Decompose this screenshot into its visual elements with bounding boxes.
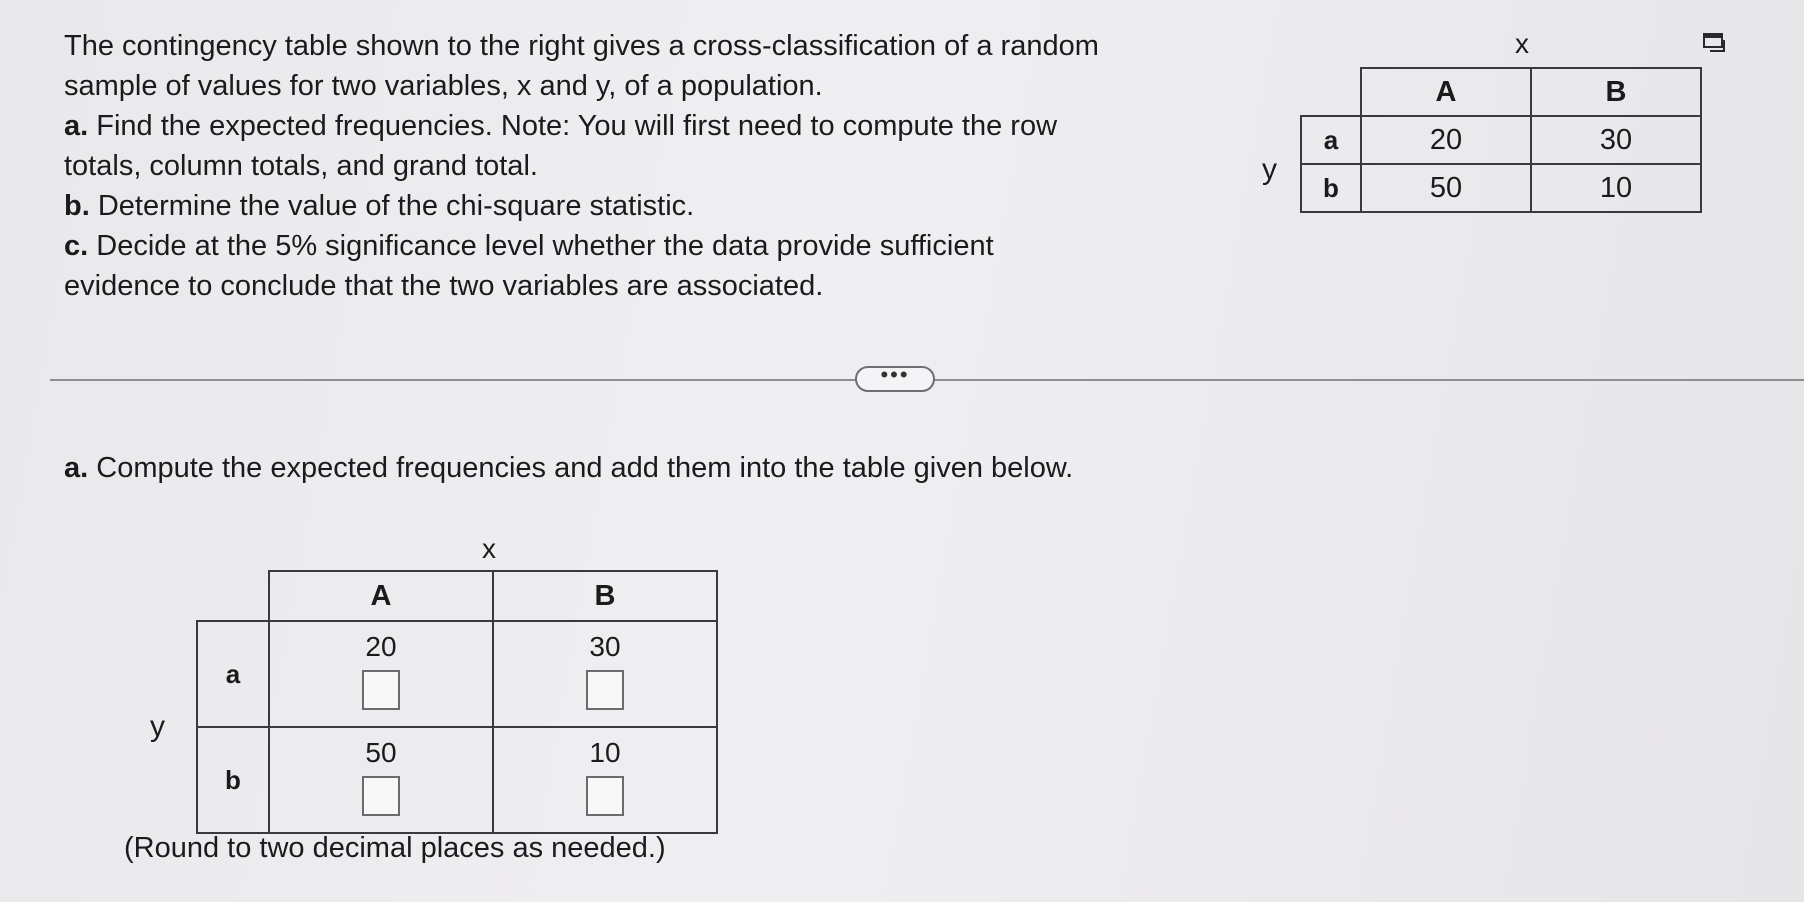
table-row bbox=[197, 727, 717, 833]
top-table-x-label: x bbox=[1515, 28, 1529, 59]
expected-input-b-B[interactable] bbox=[586, 776, 624, 816]
row-label-a: a bbox=[1301, 116, 1361, 164]
part-b-letter: b. bbox=[64, 190, 90, 222]
expected-input-a-A[interactable] bbox=[362, 670, 400, 710]
cell-a-B: 30 bbox=[1531, 116, 1701, 164]
answer-table-y-label: y bbox=[150, 710, 165, 743]
more-button[interactable]: ••• bbox=[855, 366, 935, 392]
cell-b-A: 50 bbox=[1361, 164, 1531, 212]
table-corner bbox=[1301, 68, 1361, 116]
table-row bbox=[1301, 164, 1701, 212]
cell-b-B: 10 bbox=[1531, 164, 1701, 212]
part-b-text: Determine the value of the chi-square statistic. bbox=[97, 190, 695, 222]
table-corner bbox=[197, 571, 269, 621]
top-contingency-table bbox=[1300, 67, 1702, 213]
cell-b-B bbox=[493, 727, 717, 833]
part-a-letter: a. bbox=[64, 110, 89, 142]
observed-value: 50 bbox=[365, 737, 397, 768]
expected-input-a-B[interactable] bbox=[586, 670, 624, 710]
row-label-a: a bbox=[197, 621, 269, 727]
cell-b-A bbox=[269, 727, 493, 833]
instruction-letter: a. bbox=[64, 452, 89, 484]
table-row bbox=[1301, 116, 1701, 164]
top-table-y-label: y bbox=[1262, 153, 1277, 186]
part-c-letter: c. bbox=[64, 230, 89, 262]
question-part-a bbox=[64, 106, 1064, 186]
question-part-b bbox=[64, 186, 1244, 226]
part-a-text: Find the expected frequencies. Note: You will first need to compute the row totals, column totals, and grand total. bbox=[64, 110, 1058, 182]
instruction-text bbox=[64, 452, 1073, 485]
col-header-a: A bbox=[269, 571, 493, 621]
question-part-c bbox=[64, 226, 1104, 306]
answer-table-x-label: x bbox=[482, 533, 496, 564]
observed-value: 30 bbox=[589, 631, 621, 662]
part-c-text: Decide at the 5% significance level whether the data provide sufficient evidence to conclude that the two variables are associated. bbox=[64, 230, 994, 302]
table-row bbox=[197, 621, 717, 727]
cell-a-A: 20 bbox=[1361, 116, 1531, 164]
cell-a-A bbox=[269, 621, 493, 727]
rounding-note: (Round to two decimal places as needed.) bbox=[124, 832, 666, 864]
question-intro: The contingency table shown to the right gives a cross-classification of a random sample of values for two variables, x and y, of a population. bbox=[64, 30, 1099, 102]
col-header-b: B bbox=[493, 571, 717, 621]
cell-a-B bbox=[493, 621, 717, 727]
observed-value: 20 bbox=[365, 631, 397, 662]
instruction-body: Compute the expected frequencies and add them into the table given below. bbox=[96, 452, 1074, 484]
col-header-a: A bbox=[1361, 68, 1531, 116]
answer-contingency-table bbox=[196, 570, 718, 834]
row-label-b: b bbox=[197, 727, 269, 833]
col-header-b: B bbox=[1531, 68, 1701, 116]
question-text bbox=[64, 26, 1244, 306]
row-label-b: b bbox=[1301, 164, 1361, 212]
expected-input-b-A[interactable] bbox=[362, 776, 400, 816]
expand-icon[interactable] bbox=[1702, 30, 1726, 54]
observed-value: 10 bbox=[589, 737, 621, 768]
